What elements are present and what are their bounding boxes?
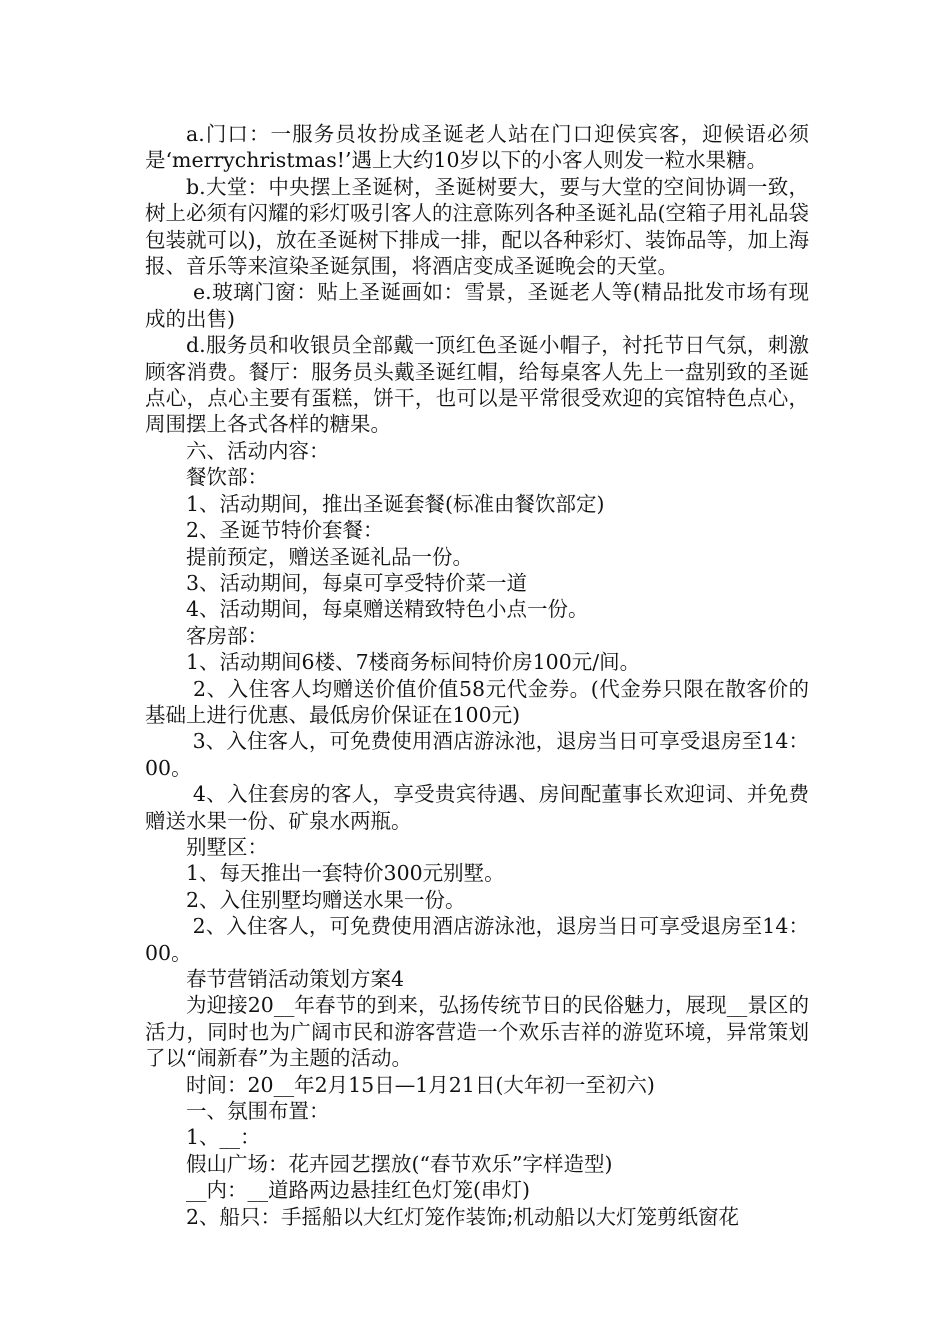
list-item: 3、入住客人，可免费使用酒店游泳池，退房当日可享受退房至14：00。 (145, 729, 809, 780)
list-item: 2、圣诞节特价套餐： (186, 518, 384, 543)
section-heading-activities: 六、活动内容： (186, 438, 330, 463)
paragraph-door: a.门口：一服务员妆扮成圣诞老人站在门口迎侯宾客，迎候语必须是‘merrychristmas!’遇上大约10岁以下的小客人则发一粒水果糖。 (145, 122, 809, 173)
subheading-catering: 餐饮部： (186, 465, 268, 490)
document-page (145, 121, 809, 1230)
subheading-rooms: 客房部： (186, 623, 268, 648)
list-item: 2、入住别墅均赠送水果一份。 (186, 887, 466, 912)
section-heading-decoration: 一、氛围布置： (186, 1099, 330, 1124)
list-item: 2、入住客人均赠送价值价值58元代金券。(代金券只限在散客价的基础上进行优惠、最低房价保证在100元) (145, 676, 809, 727)
list-item: 1、活动期间，推出圣诞套餐(标准由餐饮部定) (186, 491, 605, 516)
paragraph-time: 时间：20__年2月15日—1月21日(大年初一至初六) (186, 1072, 655, 1097)
list-item: 3、活动期间，每桌可享受特价菜一道 (186, 570, 528, 595)
list-item: 1、__： (186, 1125, 261, 1150)
subheading-villa: 别墅区： (186, 834, 268, 859)
list-item: 2、船只：手摇船以大红灯笼作装饰;机动船以大灯笼剪纸窗花 (186, 1204, 739, 1229)
list-item: 1、每天推出一套特价300元别墅。 (186, 861, 505, 886)
list-item: 4、活动期间，每桌赠送精致特色小点一份。 (186, 597, 589, 622)
list-item: 4、入住套房的客人，享受贵宾待遇、房间配董事长欢迎词、并免费赠送水果一份、矿泉水两瓶。 (145, 782, 809, 833)
list-item: __内：__道路两边悬挂红色灯笼(串灯) (186, 1178, 530, 1203)
list-item: 提前预定，赠送圣诞礼品一份。 (186, 544, 473, 569)
paragraph-staff-hats: d.服务员和收银员全部戴一顶红色圣诞小帽子，衬托节日气氛，刺激顾客消费。餐厅：服务员头戴圣诞红帽，给每桌客人先上一盘别致的圣诞点心，点心主要有蛋糕，饼干，也可以是平常很受欢迎的宾馆特色点心，周围摆上各式各样的糖果。 (145, 333, 809, 437)
section-title-plan-4: 春节营销活动策划方案4 (186, 967, 405, 991)
list-item: 1、活动期间6楼、7楼商务标间特价房100元/间。 (186, 650, 641, 675)
list-item: 2、入住客人，可免费使用酒店游泳池，退房当日可享受退房至14：00。 (145, 914, 809, 965)
list-item: 假山广场：花卉园艺摆放(“春节欢乐”字样造型) (186, 1151, 613, 1176)
paragraph-glass-doors: e.玻璃门窗：贴上圣诞画如：雪景，圣诞老人等(精品批发市场有现成的出售) (145, 280, 809, 331)
paragraph-lobby: b.大堂：中央摆上圣诞树，圣诞树要大，要与大堂的空间协调一致，树上必须有闪耀的彩灯吸引客人的注意陈列各种圣诞礼品(空箱子用礼品袋包装就可以)，放在圣诞树下排成一排，配以各种彩灯、装饰品等，加上海报、音乐等来渲染圣诞氛围，将酒店变成圣诞晚会的天堂。 (145, 174, 809, 279)
paragraph-intro: 为迎接20__年春节的到来，弘扬传统节日的民俗魅力，展现__景区的活力，同时也为广阔市民和游客营造一个欢乐吉祥的游览环境，异常策划了以“闹新春”为主题的活动。 (145, 993, 809, 1071)
